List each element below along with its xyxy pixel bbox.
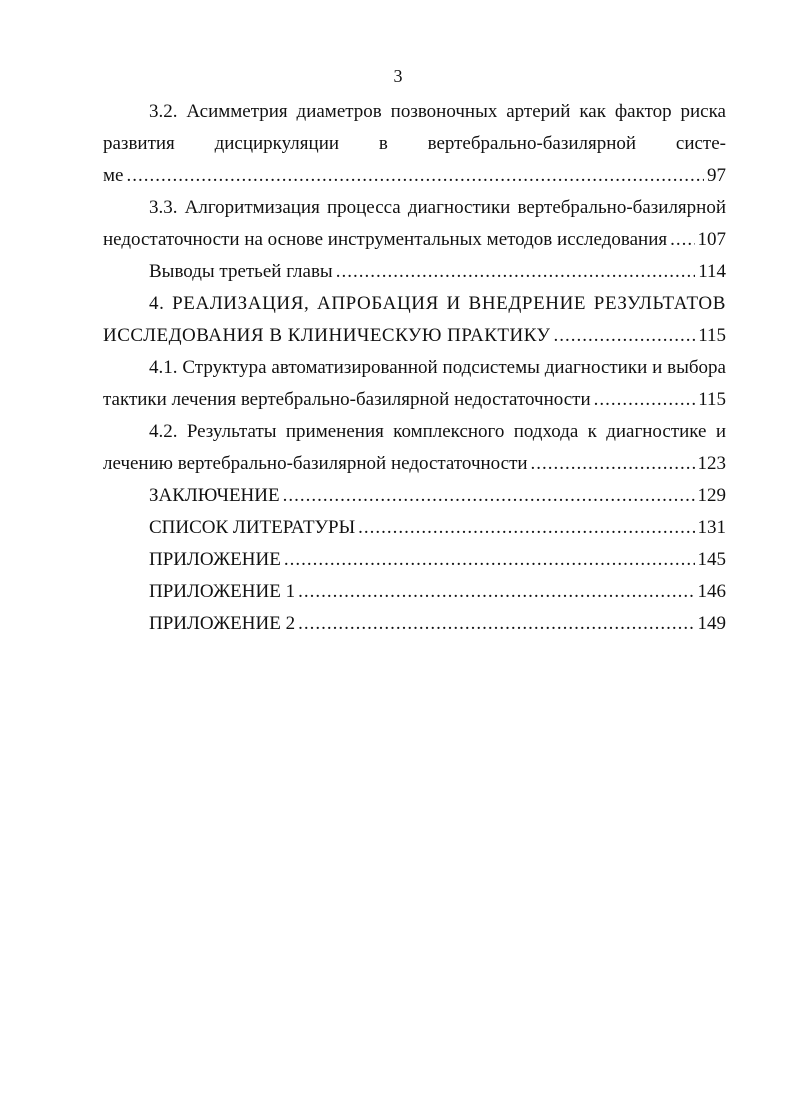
toc-entry-text: ПРИЛОЖЕНИЕ 1 xyxy=(149,581,296,602)
toc-page-number: 131 xyxy=(697,517,726,538)
toc-entry-text: развития дисциркуляции в вертебрально-базилярной систе- xyxy=(103,133,726,154)
toc-entry-3-3 xyxy=(103,192,726,256)
toc-page-number: 115 xyxy=(698,389,726,410)
toc-entry-text: 3.2. Асимметрия диаметров позвоночных артерий как фактор риска xyxy=(149,101,726,122)
dot-leader xyxy=(670,224,694,256)
dot-leader xyxy=(283,480,695,512)
toc-entry-text: ПРИЛОЖЕНИЕ 2 xyxy=(149,613,296,634)
toc-entry-text: лечению вертебрально-базилярной недостаточности xyxy=(103,453,528,474)
toc-entry-text: тактики лечения вертебрально-базилярной недостаточности xyxy=(103,389,591,410)
dot-leader xyxy=(298,576,694,608)
toc-entry-text: ИССЛЕДОВАНИЯ В КЛИНИЧЕСКУЮ ПРАКТИКУ xyxy=(103,325,551,346)
dot-leader xyxy=(358,512,694,544)
toc-entry-4-1 xyxy=(103,352,726,416)
toc-page-number: 149 xyxy=(697,613,726,634)
toc-entry-text: СПИСОК ЛИТЕРАТУРЫ xyxy=(149,517,356,538)
toc-entry-chapter-4 xyxy=(103,288,726,352)
toc-entry-conclusion xyxy=(103,480,726,512)
toc-entry-text: 3.3. Алгоритмизация процесса диагностики вертебрально-базилярной xyxy=(149,197,726,218)
toc-page-number: 129 xyxy=(697,485,726,506)
toc-page-number: 123 xyxy=(697,453,726,474)
page-number: 3 xyxy=(393,66,403,86)
dot-leader xyxy=(126,160,704,192)
toc-page-number: 146 xyxy=(697,581,726,602)
toc-entry-3-2 xyxy=(103,96,726,192)
dot-leader xyxy=(531,448,695,480)
toc-page-number: 97 xyxy=(707,165,726,186)
toc-entry-appendix xyxy=(103,544,726,576)
dot-leader xyxy=(336,256,696,288)
toc-entry-text: 4. РЕАЛИЗАЦИЯ, АПРОБАЦИЯ И ВНЕДРЕНИЕ РЕЗУЛЬТАТОВ xyxy=(149,293,726,314)
toc-entry-text: ПРИЛОЖЕНИЕ xyxy=(149,549,281,570)
toc-entry-appendix-1 xyxy=(103,576,726,608)
toc-page-number: 145 xyxy=(697,549,726,570)
toc-page-number: 115 xyxy=(698,325,726,346)
toc-entry-references xyxy=(103,512,726,544)
toc-entry-chapter-3-conclusions xyxy=(103,256,726,288)
toc-entry-text: недостаточности на основе инструментальных методов исследования xyxy=(103,229,668,250)
dot-leader xyxy=(284,544,695,576)
toc-page-number: 114 xyxy=(698,261,726,282)
toc-entry-text: ЗАКЛЮЧЕНИЕ xyxy=(149,485,280,506)
dot-leader xyxy=(553,320,695,352)
dot-leader xyxy=(298,608,694,640)
toc-entry-text: ме xyxy=(103,165,124,186)
toc-entry-4-2 xyxy=(103,416,726,480)
toc-entry-text: Выводы третьей главы xyxy=(149,261,333,282)
toc-entry-text: 4.1. Структура автоматизированной подсистемы диагностики и выбора xyxy=(149,357,726,378)
toc-entry-appendix-2 xyxy=(103,608,726,640)
toc-entry-text: 4.2. Результаты применения комплексного подхода к диагностике и xyxy=(149,421,726,442)
toc-page-number: 107 xyxy=(697,229,726,250)
table-of-contents xyxy=(103,96,726,640)
dot-leader xyxy=(594,384,696,416)
